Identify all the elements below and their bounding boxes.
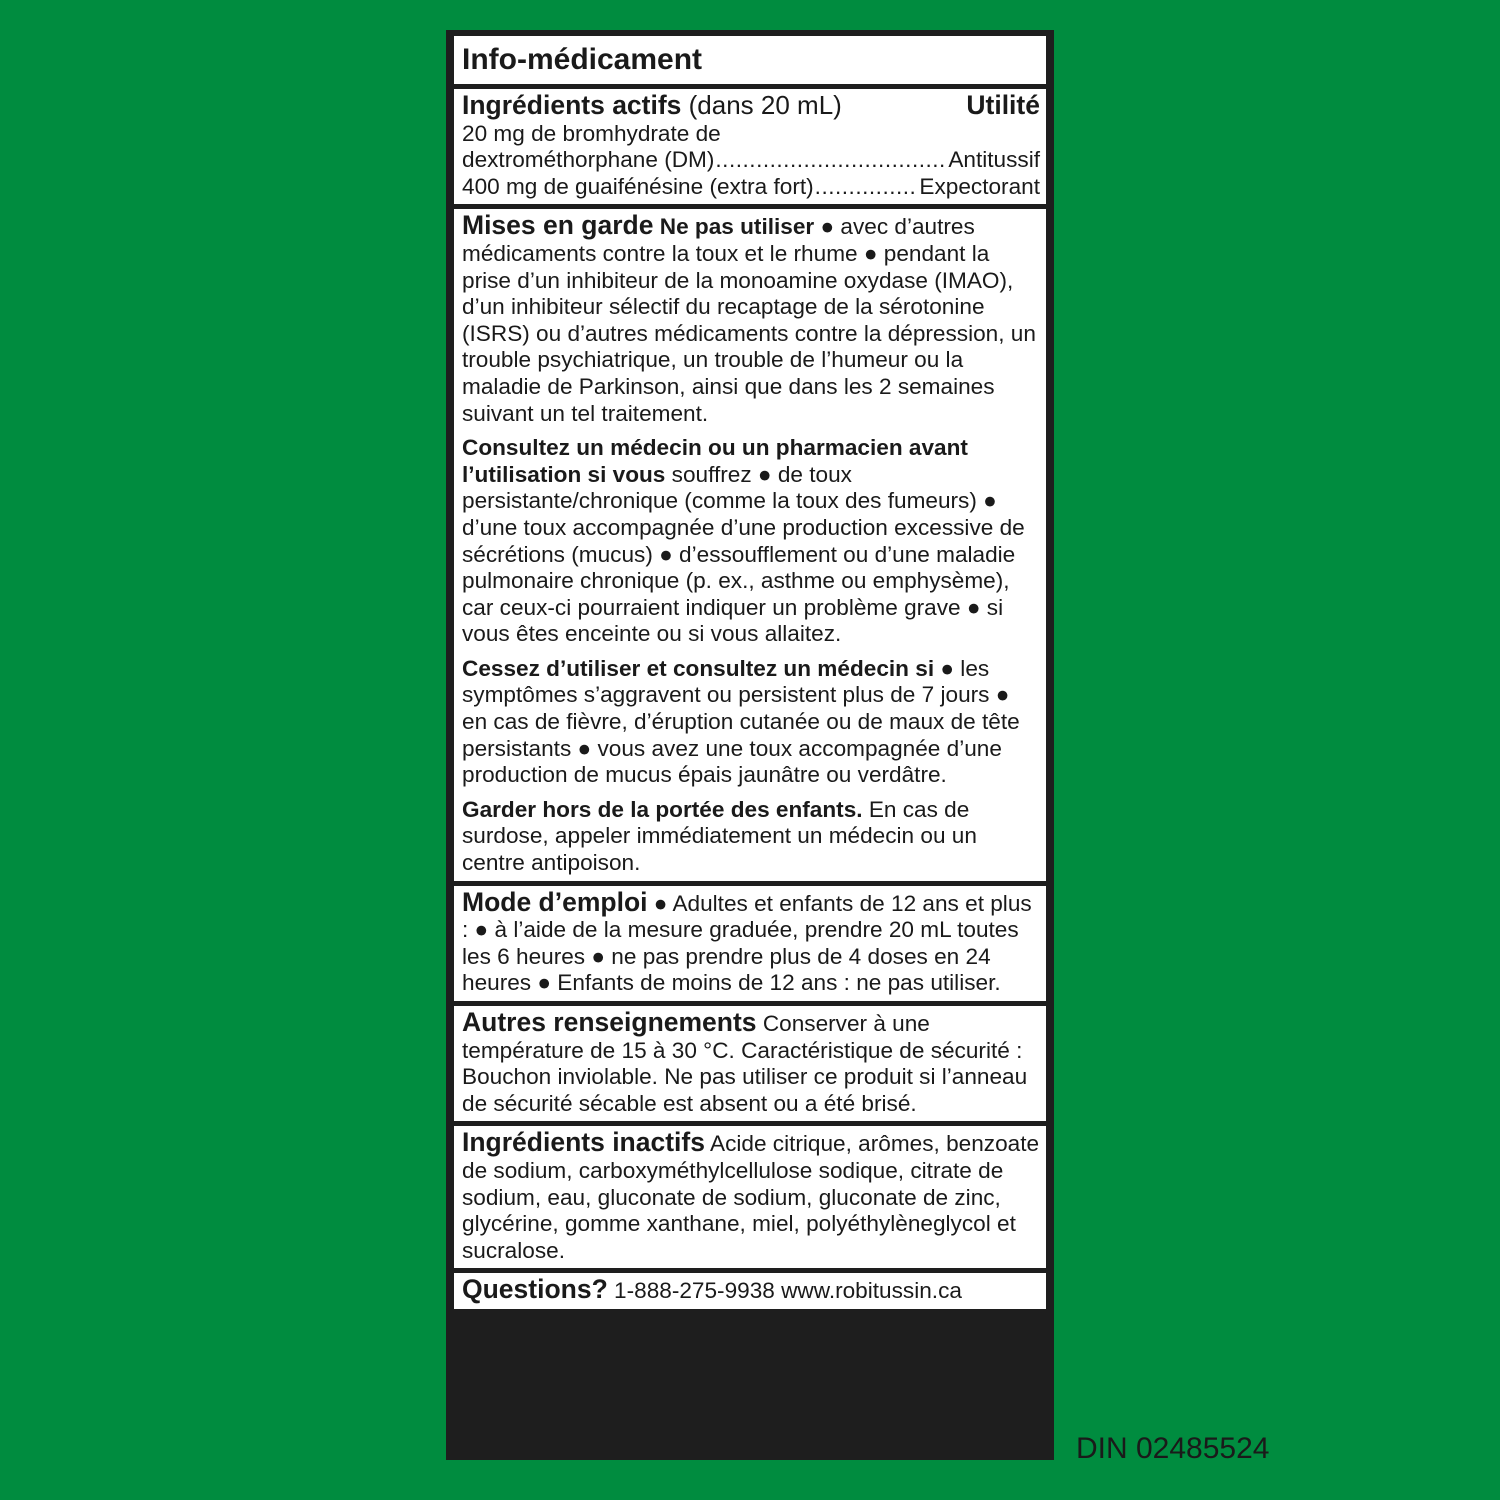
questions-section [454,1273,1046,1309]
directions-text: ● Adultes et enfants de 12 ans et plus : ● à l’aide de la mesure graduée, prendre 20 mL toutes les 6 heures ● ne pas prendre plus de 4 doses en 24 heures ● Enfants de moins de 12 ans : ne pas utiliser. [462,890,1032,996]
active-ingredients-section [454,89,1046,204]
questions-contact: 1-888-275-9938 www.robitussin.ca [607,1278,962,1304]
warnings-section [454,209,1046,880]
active-ingredients-amount: (dans 20 mL) [681,90,842,120]
other-info-section [454,1006,1046,1121]
active-ingredient-line: 20 mg de bromhydrate de [462,120,721,146]
questions-heading: Questions? [462,1274,608,1305]
purpose-heading: Utilité [966,90,1040,120]
din-number: DIN 02485524 [1076,1432,1270,1465]
warnings-paragraph: Mises en garde Ne pas utiliser ● avec d’autres médicaments contre la toux et le rhume ● pendant la prise d’un inhibiteur de la monoamine oxydase (IMAO), d’un inhibiteur sélectif du recaptage de la sérotonine (ISRS) ou d’autres médicaments contre la dépression, un trouble psychiatrique, un trouble de l’humeur ou la maladie de Parkinson, ainsi que dans les 2 semaines suivant un tel traitement. [462,210,1036,426]
drug-facts-panel [446,30,1054,1460]
leader-dots [815,174,919,201]
active-ingredients-heading: Ingrédients actifs [462,90,682,120]
inactive-ingredients-heading: Ingrédients inactifs [462,1127,705,1158]
inactive-ingredients-section [454,1126,1046,1268]
inactive-ingredients-text: Acide citrique, arômes, benzoate de sodium, carboxyméthylcellulose sodique, citrate de sodium, eau, gluconate de sodium, gluconate de zinc, glycérine, gomme xanthane, miel, polyéthylèneglycol et sucralose. [462,1131,1040,1263]
warnings-paragraph: Garder hors de la portée des enfants. En cas de surdose, appeler immédiatement un médecin ou un centre antipoison. [462,796,977,876]
leader-dots [715,147,947,174]
active-ingredient-row: 400 mg de guaifénésine (extra fort) ..... Expectorant [462,174,1040,201]
warnings-heading: Mises en garde [462,210,654,241]
warnings-paragraph: Consultez un médecin ou un pharmacien avant l’utilisation si vous souffrez ● de toux persistante/chronique (comme la toux des fumeurs) ● d’une toux accompagnée d’une production excessive de sécrétions (mucus) ● d’essoufflement ou d’une maladie pulmonaire chronique (p. ex., asthme ou emphysème), car ceux-ci pourraient indiquer un problème grave ● si vous êtes enceinte ou si vous allaitez. [462,435,1025,647]
active-ingredient-row: dextrométhorphane (DM) ..... Antitussif [462,147,1040,174]
directions-heading: Mode d’emploi [462,886,648,917]
warnings-paragraph: Cessez d’utiliser et consultez un médecin si ● les symptômes s’aggravent ou persistent plus de 7 jours ● en cas de fièvre, d’éruption cutanée ou de maux de tête persistants ● vous avez une toux accompagnée d’une production de mucus épais jaunâtre ou verdâtre. [462,655,1020,788]
drug-facts-title: Info-médicament [454,36,1046,84]
active-ingredients-header [462,92,1040,121]
directions-section [454,886,1046,1001]
other-info-text: Conserver à une température de 15 à 30 °C. Caractéristique de sécurité : Bouchon inviolable. Ne pas utiliser ce produit si l’anneau de sécurité sécable est absent ou a été brisé. [462,1011,1028,1116]
other-info-heading: Autres renseignements [462,1007,757,1037]
